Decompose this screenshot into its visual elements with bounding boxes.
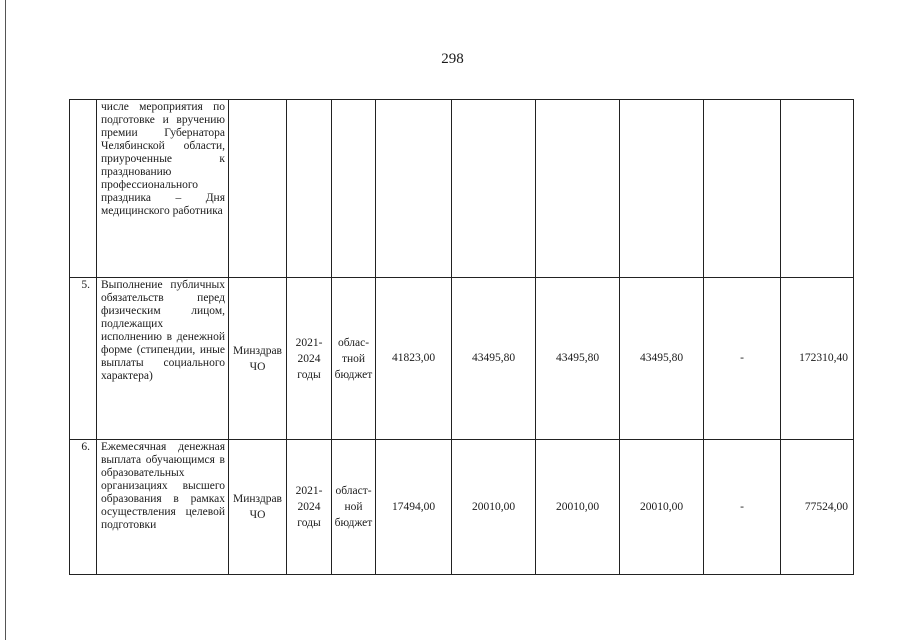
- amount-2021: 17494,00: [376, 440, 452, 575]
- table-row: [70, 278, 854, 440]
- amount-2023: 20010,00: [536, 440, 620, 575]
- row-number: 6.: [70, 440, 97, 575]
- executor-cell: [229, 100, 287, 278]
- amount-total: 172310,40: [781, 278, 854, 440]
- amount-2023: 43495,80: [536, 278, 620, 440]
- amount-2024: [620, 100, 704, 278]
- program-table: [69, 99, 854, 575]
- row-number: 5.: [70, 278, 97, 440]
- row-number: [70, 100, 97, 278]
- period-cell: 2021- 2024 годы: [287, 440, 332, 575]
- activity-name: Ежемесячная денежная выплата обучающимся в образовательных организациях высшего образования в рамках осуществления целевой подготовки: [97, 440, 229, 575]
- page-edge-rule: [5, 0, 6, 640]
- executor-cell: Минздрав ЧО: [229, 278, 287, 440]
- table-row: [70, 440, 854, 575]
- period-cell: [287, 100, 332, 278]
- amount-extra: -: [704, 278, 781, 440]
- amount-extra: [704, 100, 781, 278]
- amount-2024: 20010,00: [620, 440, 704, 575]
- executor-cell: Минздрав ЧО: [229, 440, 287, 575]
- page-number: 298: [441, 51, 464, 67]
- funding-source-cell: [332, 100, 376, 278]
- amount-2021: [376, 100, 452, 278]
- funding-source-cell: облас- тной бюджет: [332, 278, 376, 440]
- amount-2023: [536, 100, 620, 278]
- amount-total: 77524,00: [781, 440, 854, 575]
- activity-name: числе мероприятия по подготовке и вручению премии Губернатора Челябинской области, приуроченные к празднованию профессионального праздника – Дня медицинского работника: [97, 100, 229, 278]
- amount-2022: 20010,00: [452, 440, 536, 575]
- period-cell: 2021- 2024 годы: [287, 278, 332, 440]
- amount-2022: [452, 100, 536, 278]
- amount-2021: 41823,00: [376, 278, 452, 440]
- funding-source-cell: област- ной бюджет: [332, 440, 376, 575]
- amount-extra: -: [704, 440, 781, 575]
- amount-2022: 43495,80: [452, 278, 536, 440]
- amount-2024: 43495,80: [620, 278, 704, 440]
- amount-total: [781, 100, 854, 278]
- activity-name: Выполнение публичных обязательств перед физическим лицом, подлежащих исполнению в денежной форме (стипендии, иные выплаты социального характера): [97, 278, 229, 440]
- table-row: [70, 100, 854, 278]
